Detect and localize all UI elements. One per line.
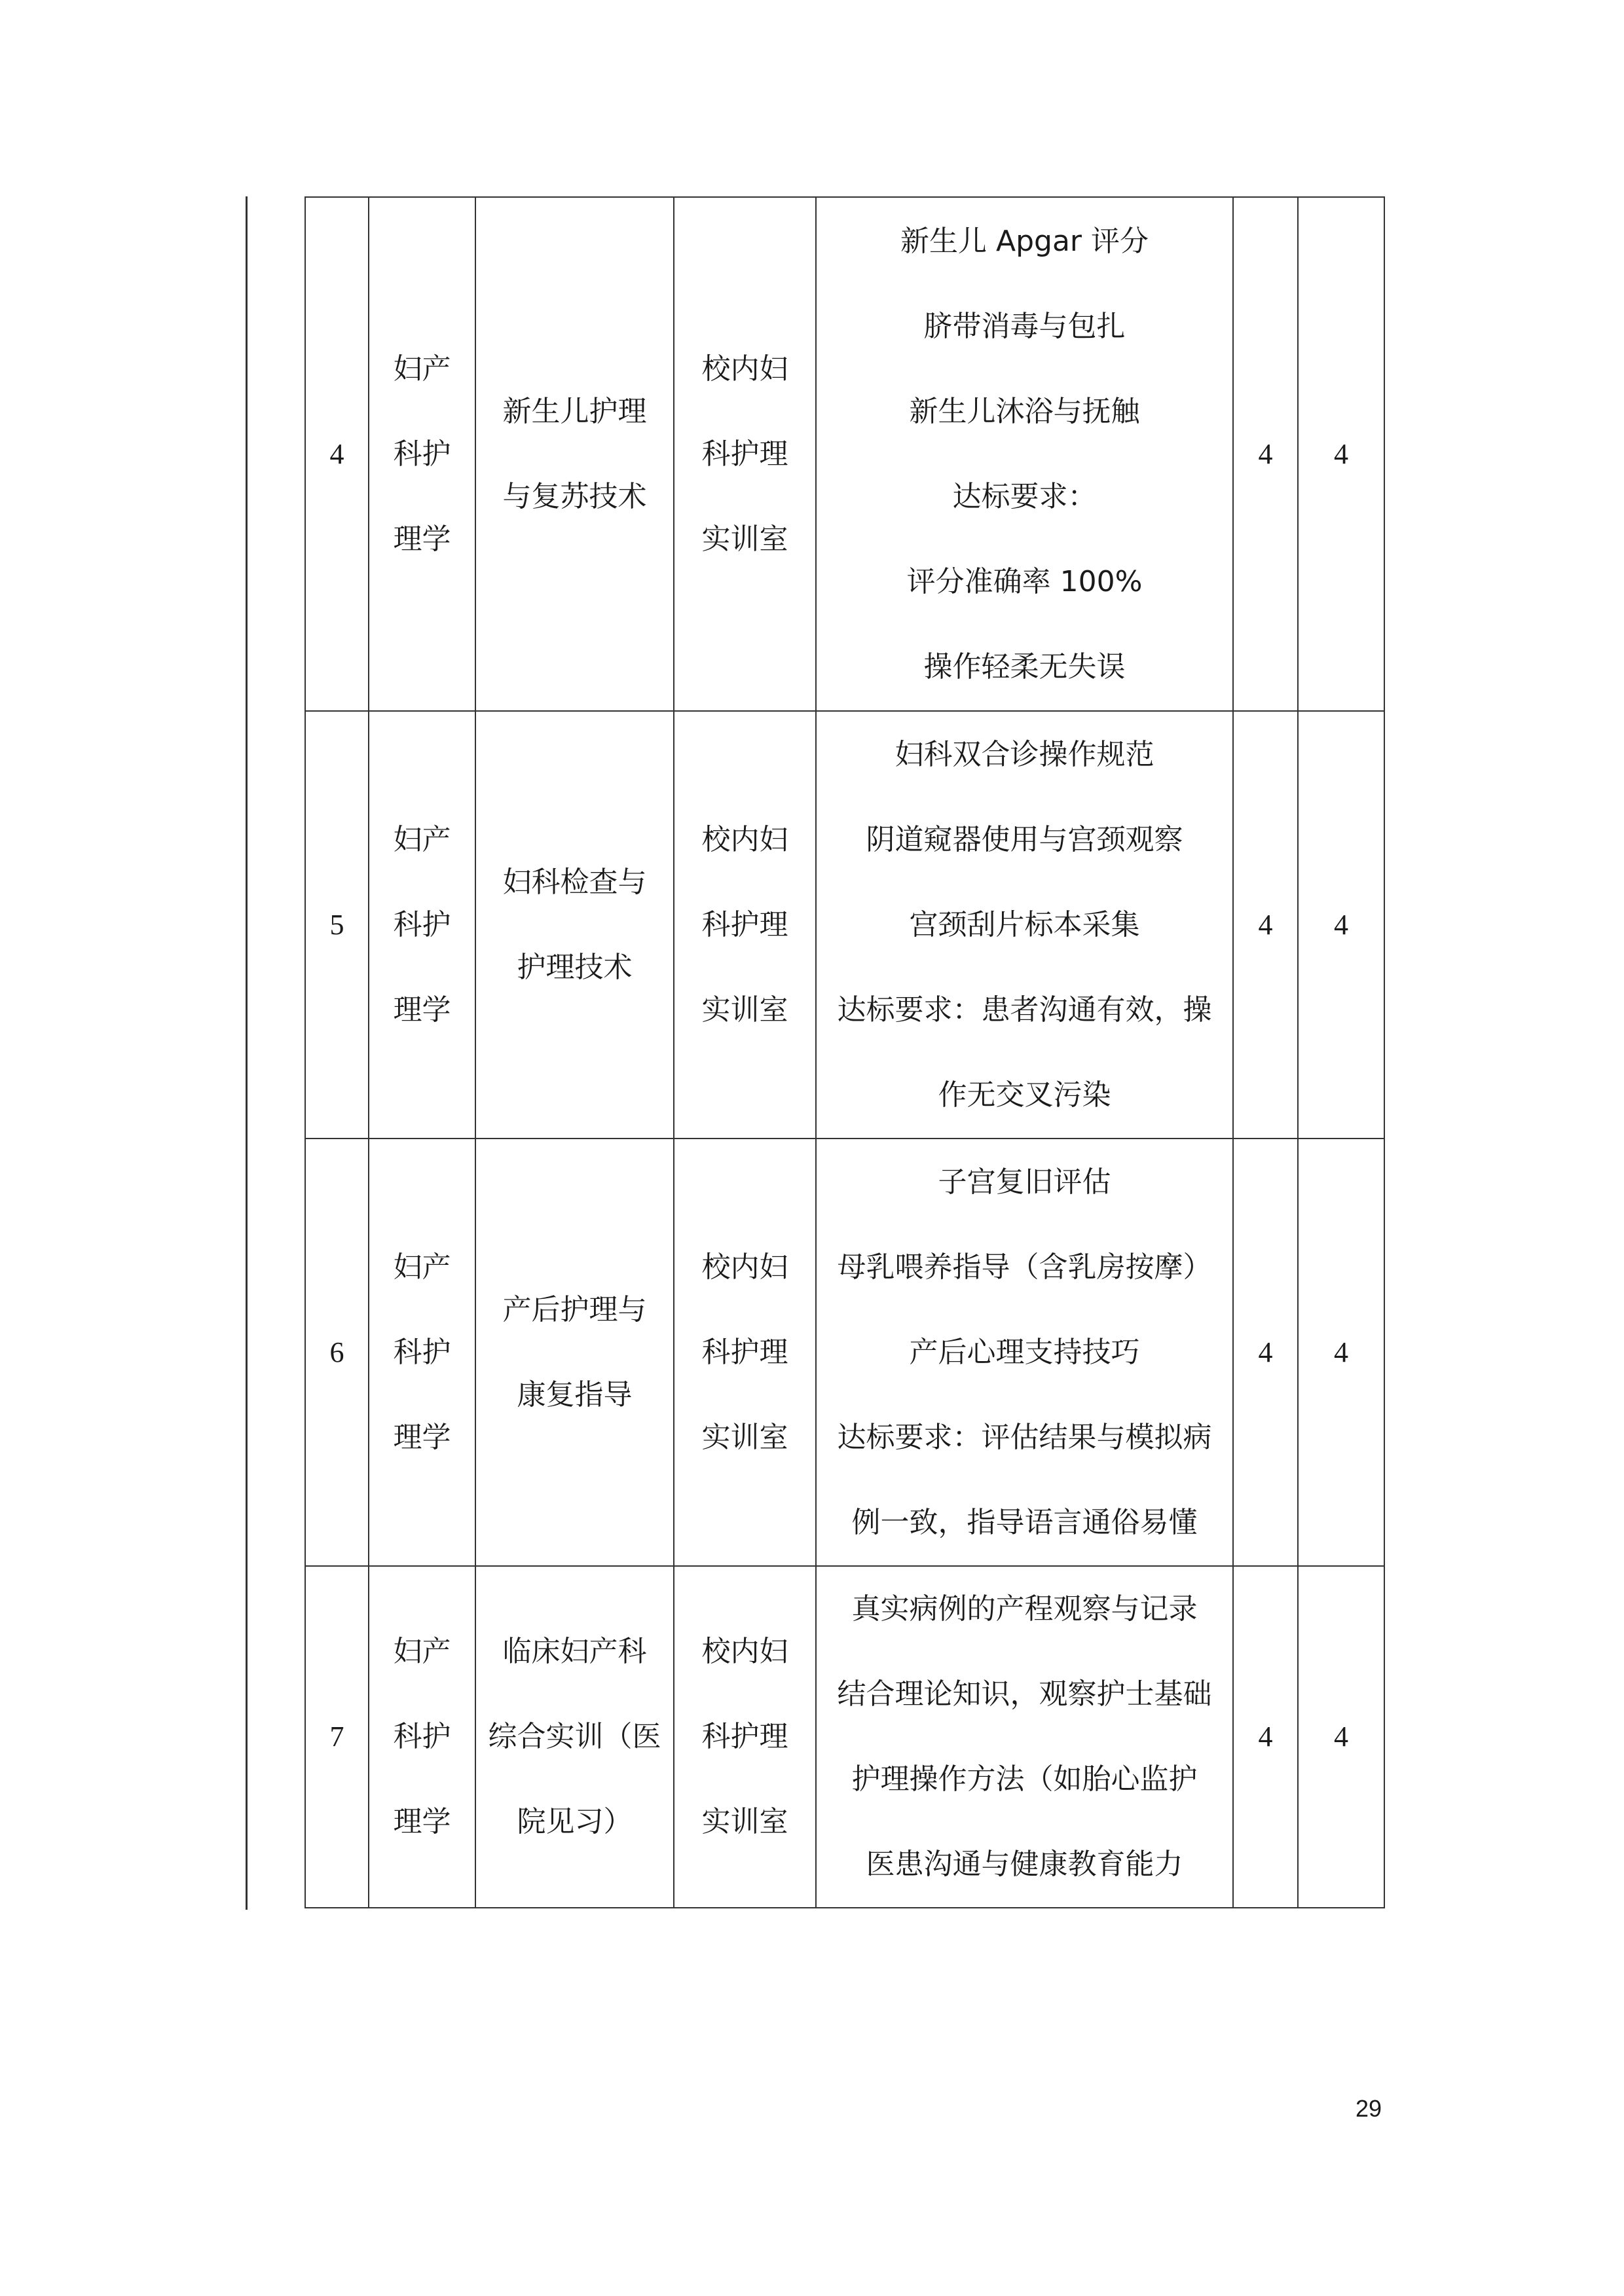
course-name: 妇产 科护 理学 [369,1566,475,1908]
project-name: 产后护理与 康复指导 [475,1139,674,1566]
table-row [305,1139,1384,1566]
hours-a: 4 [1233,711,1298,1139]
course-name: 妇产 科护 理学 [369,197,475,711]
hours-b: 4 [1298,197,1384,711]
hours-a: 4 [1233,1566,1298,1908]
course-table [304,196,1385,1908]
hours-b: 4 [1298,711,1384,1139]
training-location: 校内妇 科护理 实训室 [674,1139,816,1566]
training-content: 新生儿 Apgar 评分 脐带消毒与包扎 新生儿沐浴与抚触 达标要求： 评分准确率 100% 操作轻柔无失误 [816,197,1233,711]
row-number: 4 [305,197,369,711]
project-name: 妇科检查与 护理技术 [475,711,674,1139]
row-number: 7 [305,1566,369,1908]
training-content: 真实病例的产程观察与记录 结合理论知识，观察护士基础 护理操作方法（如胎心监护 医患沟通与健康教育能力 [816,1566,1233,1908]
hours-a: 4 [1233,197,1298,711]
training-content: 妇科双合诊操作规范 阴道窥器使用与宫颈观察 宫颈刮片标本采集 达标要求：患者沟通有效，操 作无交叉污染 [816,711,1233,1139]
training-content: 子宫复旧评估 母乳喂养指导（含乳房按摩） 产后心理支持技巧 达标要求：评估结果与模拟病 例一致，指导语言通俗易懂 [816,1139,1233,1566]
margin-rule [246,196,248,1910]
row-number: 6 [305,1139,369,1566]
hours-b: 4 [1298,1139,1384,1566]
training-location: 校内妇 科护理 实训室 [674,197,816,711]
training-location: 校内妇 科护理 实训室 [674,1566,816,1908]
hours-a: 4 [1233,1139,1298,1566]
project-name: 临床妇产科 综合实训（医 院见习） [475,1566,674,1908]
table-row [305,711,1384,1139]
course-name: 妇产 科护 理学 [369,711,475,1139]
table-row [305,1566,1384,1908]
project-name: 新生儿护理 与复苏技术 [475,197,674,711]
training-location: 校内妇 科护理 实训室 [674,711,816,1139]
row-number: 5 [305,711,369,1139]
table-row [305,197,1384,711]
hours-b: 4 [1298,1566,1384,1908]
course-name: 妇产 科护 理学 [369,1139,475,1566]
page-number: 29 [1355,2095,1382,2122]
